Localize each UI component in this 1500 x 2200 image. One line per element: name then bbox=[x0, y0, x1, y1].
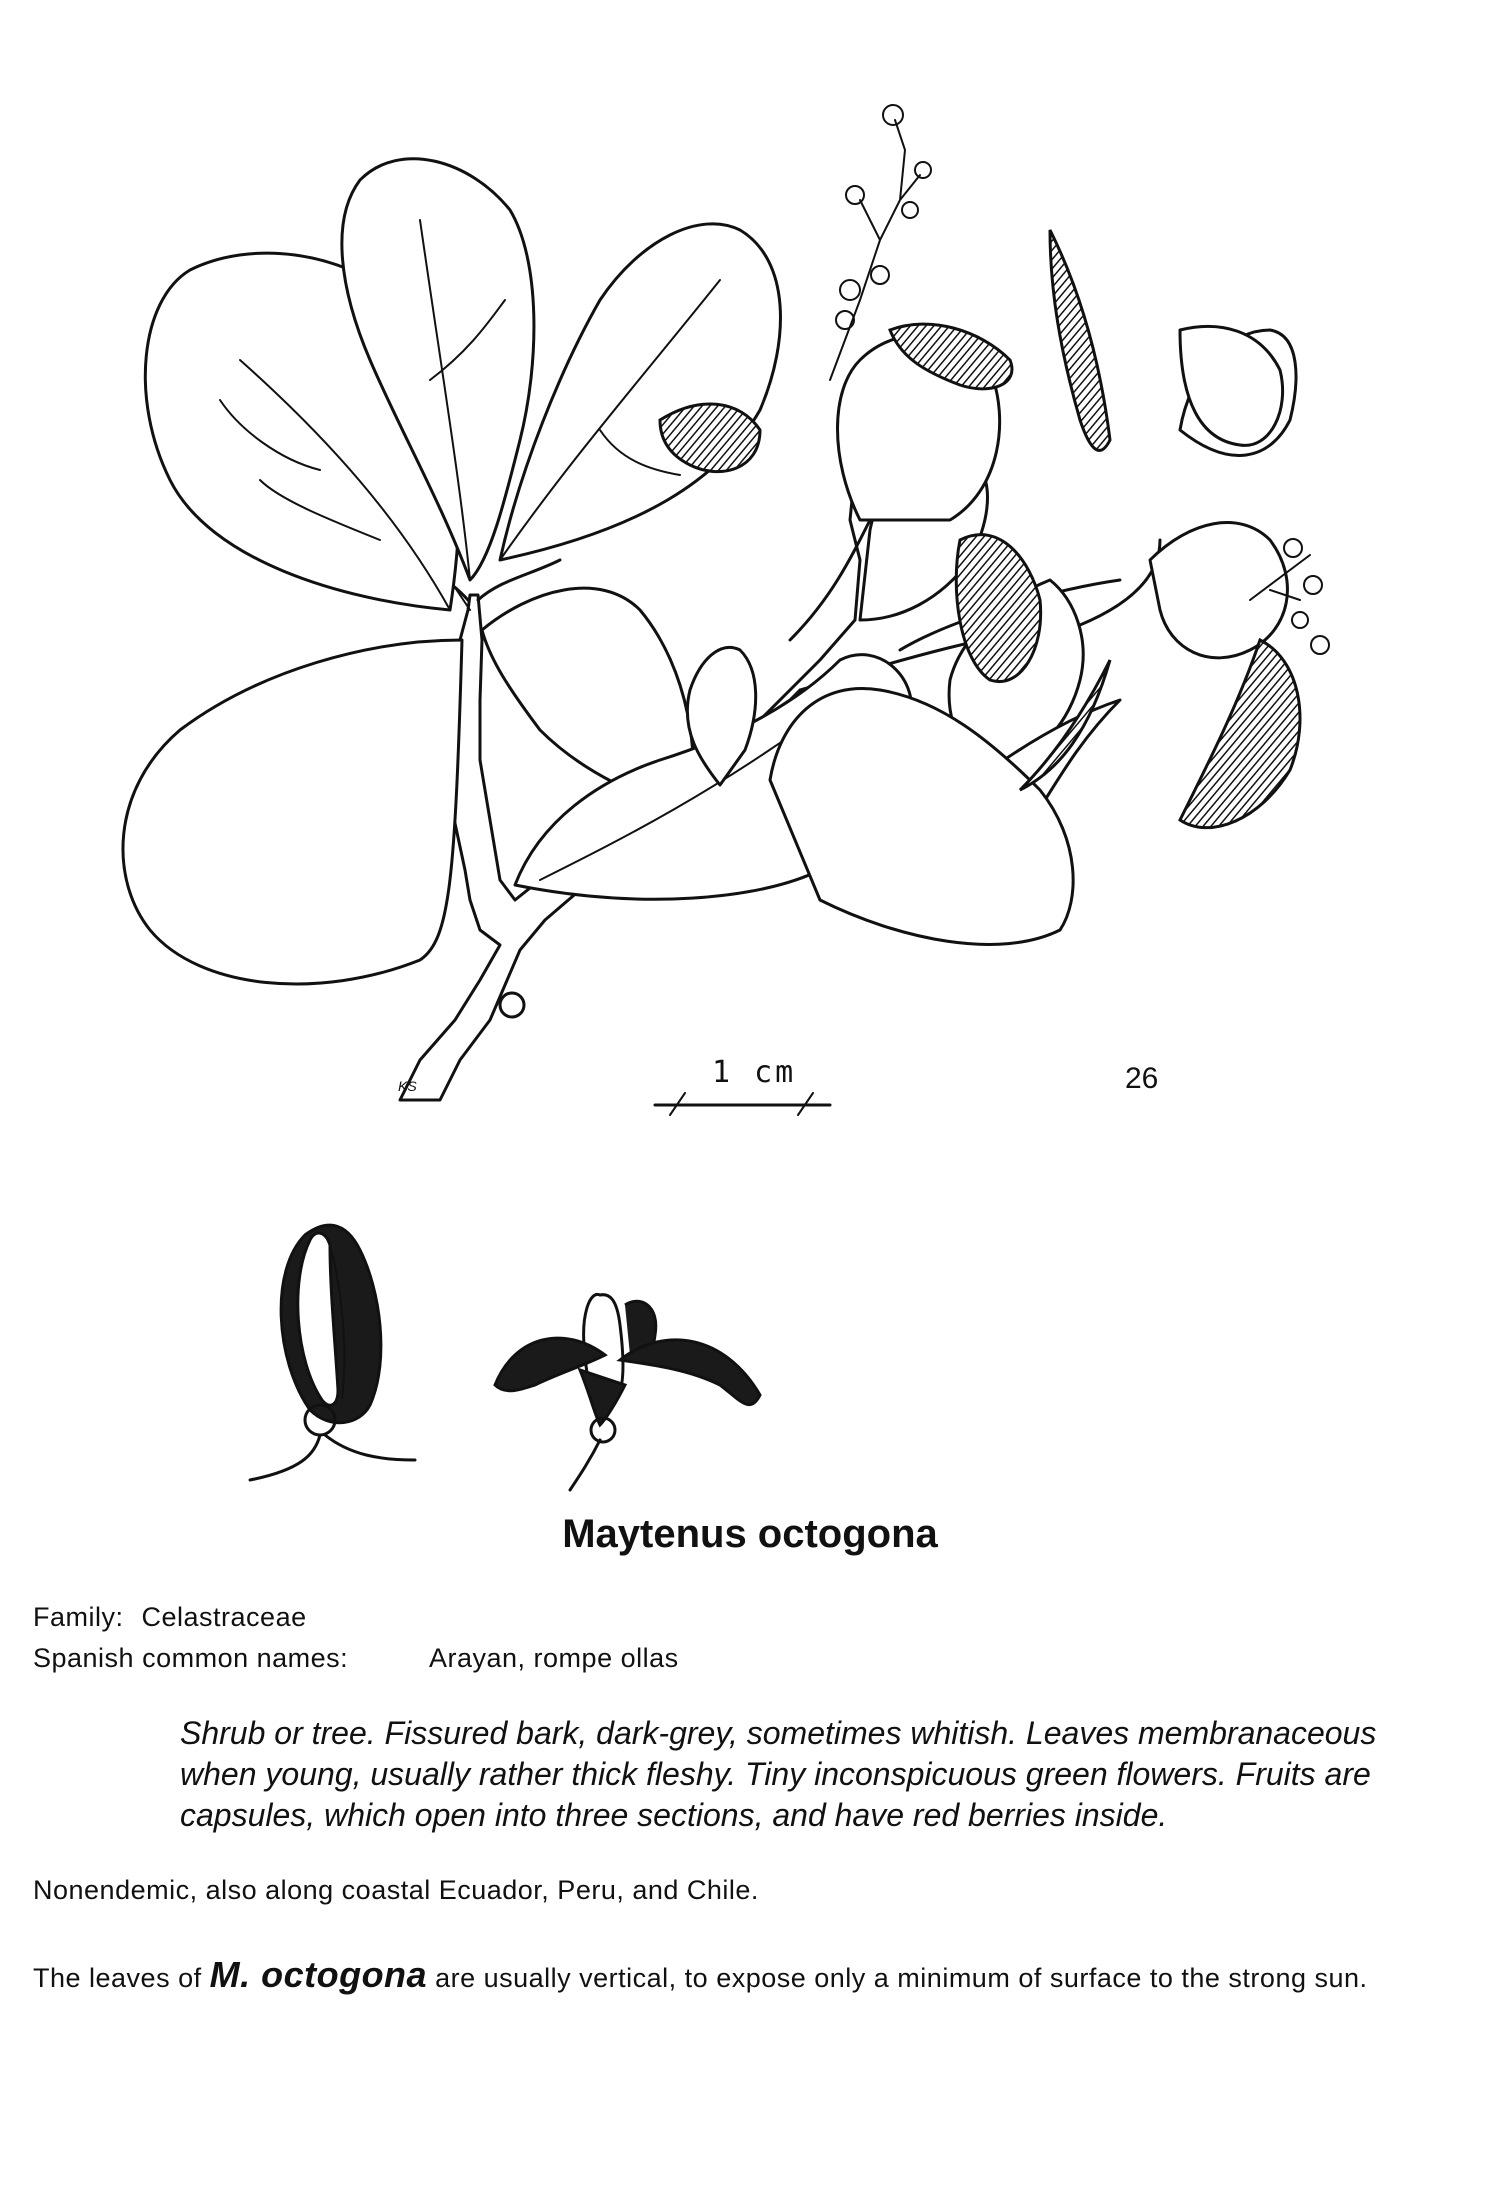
scale-bar bbox=[655, 1093, 830, 1115]
leaf-4 bbox=[123, 640, 462, 984]
note-suffix: are usually vertical, to expose only a minimum of surface to the strong sun. bbox=[427, 1963, 1368, 1993]
artist-initials: KS bbox=[398, 1078, 417, 1094]
common-names-label: Spanish common names: bbox=[33, 1643, 349, 1673]
hatched-leaf-5 bbox=[1180, 640, 1300, 828]
plate-number: 26 bbox=[1125, 1062, 1159, 1095]
leaf-3 bbox=[500, 224, 780, 560]
family-row bbox=[33, 1602, 307, 1633]
note-prefix: The leaves of bbox=[33, 1963, 210, 1993]
closed-capsule-illustration bbox=[230, 1190, 430, 1490]
common-names-value: Arayan, rompe ollas bbox=[429, 1643, 679, 1673]
family-value: Celastraceae bbox=[141, 1602, 307, 1632]
distribution-note: Nonendemic, also along coastal Ecuador, Peru, and Chile. bbox=[33, 1875, 759, 1905]
scale-label: 1 cm bbox=[712, 1055, 797, 1090]
family-label: Family: bbox=[33, 1602, 124, 1632]
open-capsule-illustration bbox=[475, 1275, 775, 1505]
leaf-orientation-note bbox=[33, 1955, 1453, 1998]
common-names-row bbox=[33, 1643, 679, 1674]
note-species-name: M. octogona bbox=[209, 1954, 428, 1995]
leaf-14 bbox=[1150, 523, 1287, 658]
species-description: Shrub or tree. Fissured bark, dark-grey, sometimes whitish. Leaves membranaceous when young, usually rather thick fleshy. Tiny inconspicuous green flowers. Fruits are capsules, which open into three sections, and have red berries inside. bbox=[180, 1715, 1377, 1833]
hatched-leaf-3 bbox=[1050, 230, 1110, 450]
species-title: Maytenus octogona bbox=[562, 1512, 938, 1556]
